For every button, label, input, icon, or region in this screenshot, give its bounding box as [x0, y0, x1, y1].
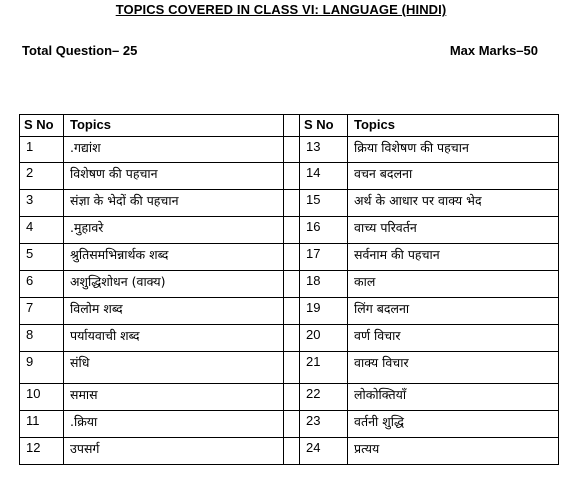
header-topics-right: Topics	[348, 115, 559, 137]
left-sno-cell: 12	[20, 438, 64, 465]
right-topic-cell: वाच्य परिवर्तन	[348, 217, 559, 244]
topics-table	[19, 114, 559, 465]
column-gap	[284, 163, 300, 190]
left-topic-cell: विलोम शब्द	[64, 298, 284, 325]
column-gap	[284, 190, 300, 217]
table-row	[20, 190, 559, 217]
left-topic-cell: .मुहावरे	[64, 217, 284, 244]
right-topic-cell: वचन बदलना	[348, 163, 559, 190]
right-topic-cell: वाक्य विचार	[348, 352, 559, 384]
header-sno-right: S No	[300, 115, 348, 137]
left-topic-cell: संधि	[64, 352, 284, 384]
right-sno-cell: 21	[300, 352, 348, 384]
table-row	[20, 438, 559, 465]
column-gap	[284, 438, 300, 465]
left-sno-cell: 6	[20, 271, 64, 298]
right-sno-cell: 24	[300, 438, 348, 465]
table-row	[20, 163, 559, 190]
left-topic-cell: विशेषण की पहचान	[64, 163, 284, 190]
header-sno-left: S No	[20, 115, 64, 137]
right-sno-cell: 17	[300, 244, 348, 271]
left-sno-cell: 2	[20, 163, 64, 190]
left-sno-cell: 10	[20, 384, 64, 411]
left-sno-cell: 9	[20, 352, 64, 384]
left-topic-cell: संज्ञा के भेदों की पहचान	[64, 190, 284, 217]
right-topic-cell: सर्वनाम की पहचान	[348, 244, 559, 271]
document-title: TOPICS COVERED IN CLASS VI: LANGUAGE (HINDI)	[115, 2, 447, 17]
table-header-row	[20, 115, 559, 137]
total-question-label: Total Question– 25	[22, 43, 138, 58]
column-gap	[284, 271, 300, 298]
left-topic-cell: श्रुतिसमभिन्नार्थक शब्द	[64, 244, 284, 271]
table-row	[20, 244, 559, 271]
right-sno-cell: 14	[300, 163, 348, 190]
left-topic-cell: उपसर्ग	[64, 438, 284, 465]
right-sno-cell: 18	[300, 271, 348, 298]
table-row	[20, 298, 559, 325]
left-sno-cell: 5	[20, 244, 64, 271]
table-row	[20, 137, 559, 163]
table-row	[20, 271, 559, 298]
header-topics-left: Topics	[64, 115, 284, 137]
right-sno-cell: 16	[300, 217, 348, 244]
left-topic-cell: .क्रिया	[64, 411, 284, 438]
column-gap	[284, 411, 300, 438]
column-gap	[284, 352, 300, 384]
left-sno-cell: 11	[20, 411, 64, 438]
right-topic-cell: प्रत्यय	[348, 438, 559, 465]
right-sno-cell: 13	[300, 137, 348, 163]
left-topic-cell: समास	[64, 384, 284, 411]
column-gap	[284, 298, 300, 325]
table-row	[20, 325, 559, 352]
right-topic-cell: काल	[348, 271, 559, 298]
column-gap	[284, 384, 300, 411]
right-sno-cell: 22	[300, 384, 348, 411]
column-gap	[284, 137, 300, 163]
right-topic-cell: क्रिया विशेषण की पहचान	[348, 137, 559, 163]
table-row	[20, 352, 559, 384]
table-row	[20, 411, 559, 438]
right-topic-cell: लोकोक्तियाँ	[348, 384, 559, 411]
left-topic-cell: पर्यायवाची शब्द	[64, 325, 284, 352]
left-topic-cell: .गद्यांश	[64, 137, 284, 163]
left-sno-cell: 8	[20, 325, 64, 352]
column-gap	[284, 244, 300, 271]
right-sno-cell: 19	[300, 298, 348, 325]
right-sno-cell: 20	[300, 325, 348, 352]
left-sno-cell: 7	[20, 298, 64, 325]
max-marks-label: Max Marks–50	[449, 43, 538, 58]
right-topic-cell: लिंग बदलना	[348, 298, 559, 325]
right-sno-cell: 15	[300, 190, 348, 217]
right-topic-cell: वर्ण विचार	[348, 325, 559, 352]
left-sno-cell: 3	[20, 190, 64, 217]
right-sno-cell: 23	[300, 411, 348, 438]
column-gap	[284, 115, 300, 137]
table-row	[20, 384, 559, 411]
table-row	[20, 217, 559, 244]
left-sno-cell: 1	[20, 137, 64, 163]
right-topic-cell: अर्थ के आधार पर वाक्य भेद	[348, 190, 559, 217]
column-gap	[284, 217, 300, 244]
left-topic-cell: अशुद्धिशोधन (वाक्य)	[64, 271, 284, 298]
left-sno-cell: 4	[20, 217, 64, 244]
right-topic-cell: वर्तनी शुद्धि	[348, 411, 559, 438]
column-gap	[284, 325, 300, 352]
